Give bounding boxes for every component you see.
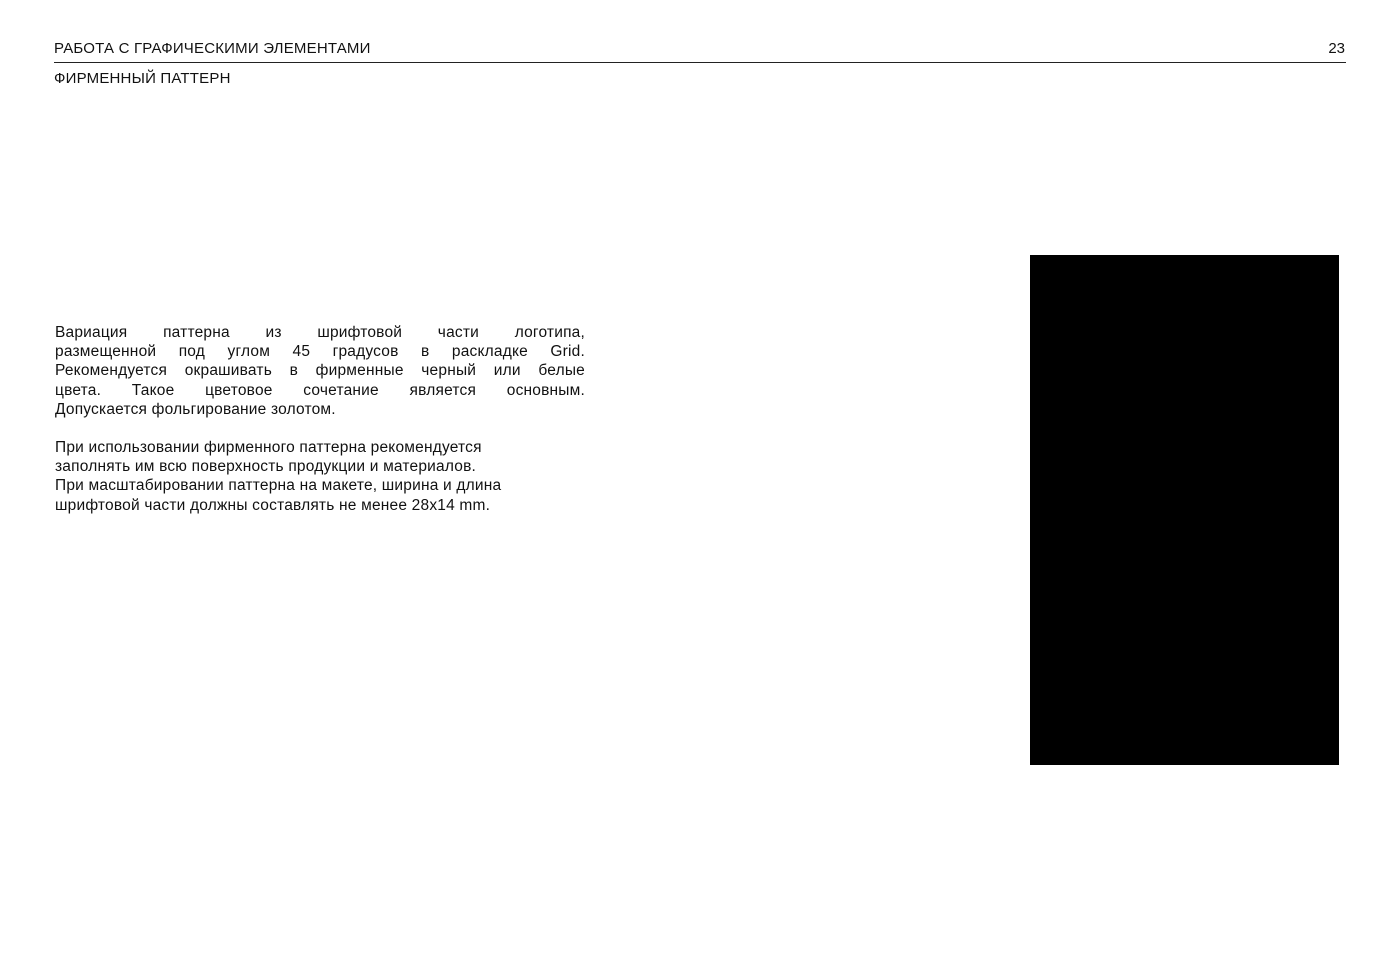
header-divider	[54, 62, 1346, 63]
text-line: При масштабировании паттерна на макете, ширина и длина	[55, 477, 502, 495]
text-line: При использовании фирменного паттерна рекомендуется	[55, 439, 482, 457]
text-line: размещенной под углом 45 градусов в раскладке Grid.	[55, 343, 585, 361]
pattern-light-sample	[645, 255, 955, 765]
subsection-title: ФИРМЕННЫЙ ПАТТЕРН	[54, 70, 231, 87]
text-line: шрифтовой части должны составлять не менее 28x14 mm.	[55, 496, 491, 514]
text-line: заполнять им всю поверхность продукции и материалов.	[55, 458, 477, 476]
paragraph-pattern-description	[55, 323, 585, 419]
text-line: Допускается фольгирование золотом.	[55, 400, 336, 418]
page-number: 23	[1328, 40, 1345, 57]
section-title: РАБОТА С ГРАФИЧЕСКИМИ ЭЛЕМЕНТАМИ	[54, 40, 371, 57]
text-line: Рекомендуется окрашивать в фирменные черный или белые	[55, 362, 585, 380]
pattern-dark-sample	[1030, 255, 1339, 765]
text-line: цвета. Такое цветовое сочетание является основным.	[55, 381, 585, 399]
text-line: Вариация паттерна из шрифтовой части логотипа,	[55, 324, 585, 341]
description-text	[55, 323, 585, 534]
paragraph-usage-guidance	[55, 438, 585, 515]
